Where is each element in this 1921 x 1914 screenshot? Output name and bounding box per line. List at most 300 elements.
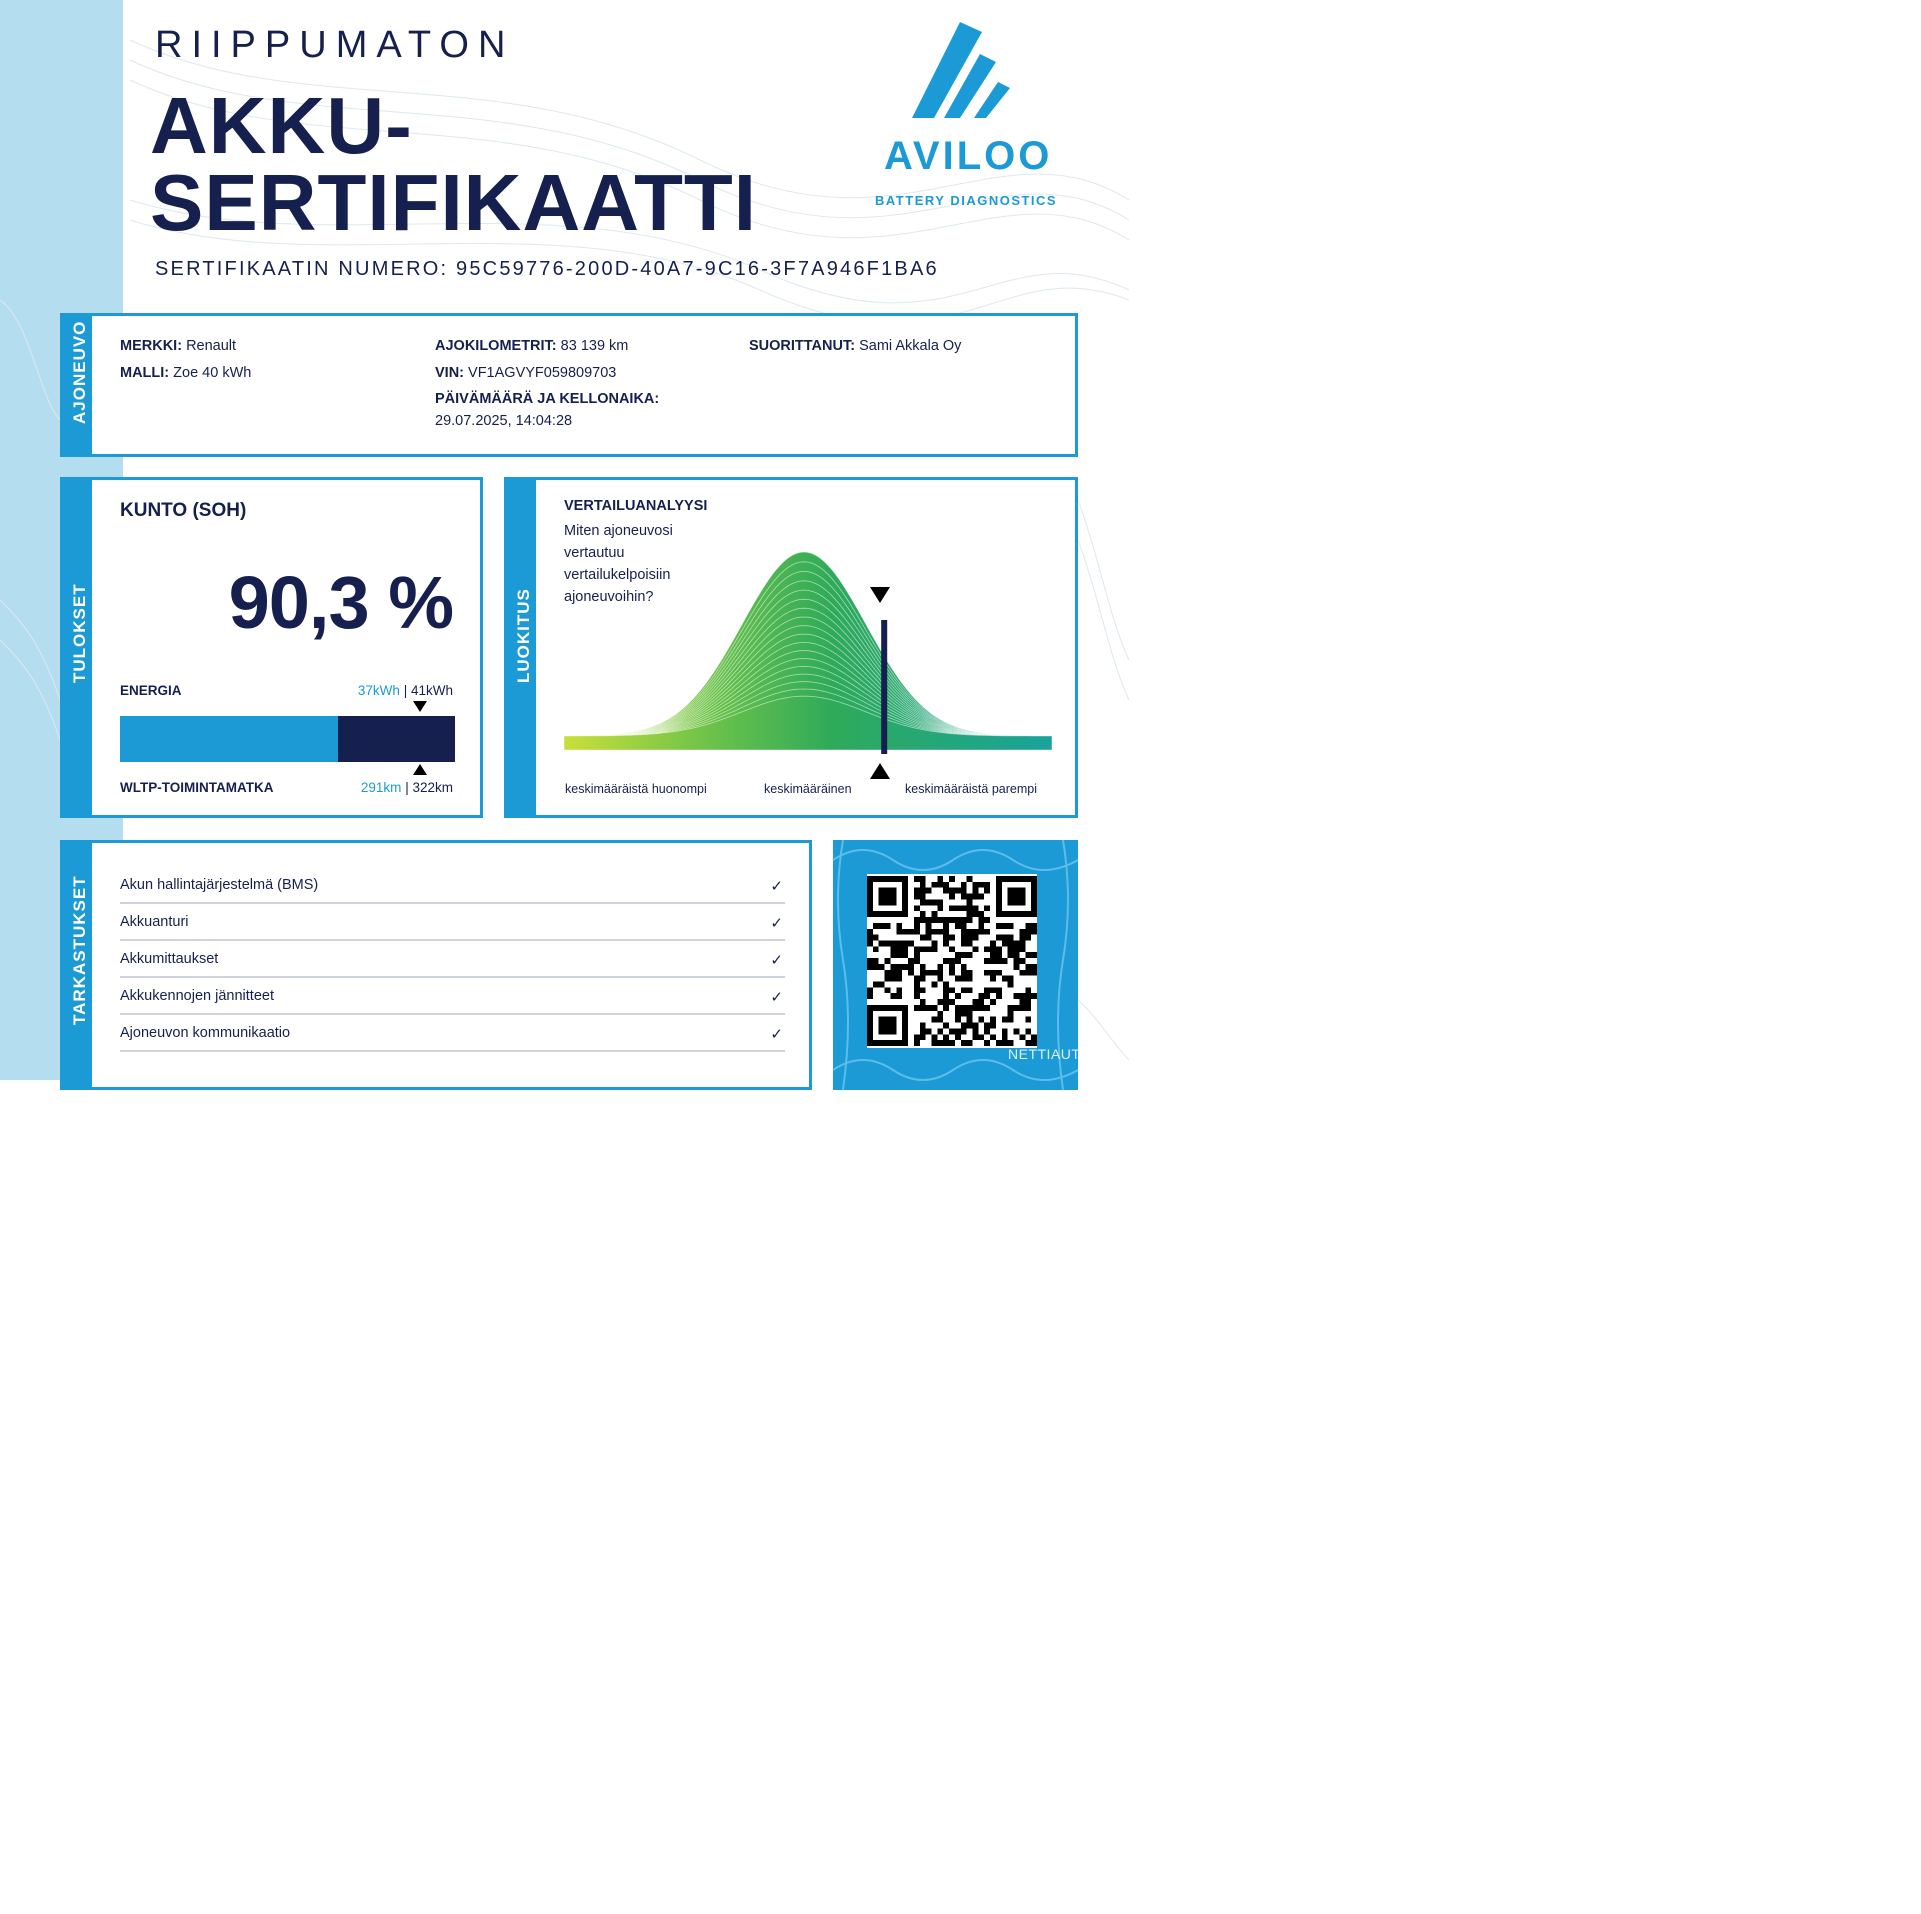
qr-module	[955, 1011, 961, 1017]
qr-module	[1031, 970, 1037, 976]
qr-module	[967, 970, 973, 976]
comparison-marker-top-icon	[870, 587, 890, 603]
qr-module	[873, 958, 879, 964]
qr-module	[867, 940, 873, 946]
qr-module	[984, 970, 990, 976]
qr-module	[961, 1040, 967, 1046]
comparison-bell-curve	[564, 560, 1052, 760]
qr-module	[984, 888, 990, 894]
qr-module	[867, 929, 873, 935]
vin-value: VF1AGVYF059809703	[468, 365, 617, 381]
qr-module	[920, 888, 926, 894]
qr-module	[920, 946, 926, 952]
qr-module	[961, 923, 967, 929]
qr-module	[890, 993, 896, 999]
qr-module	[990, 1034, 996, 1040]
soh-marker-top-icon	[413, 701, 427, 712]
qr-module	[885, 976, 891, 982]
qr-finder-module	[879, 888, 897, 906]
qr-module	[920, 917, 926, 923]
qr-module	[967, 1011, 973, 1017]
qr-module	[1019, 993, 1025, 999]
qr-module	[949, 987, 955, 993]
results-section-tab	[63, 480, 92, 815]
qr-module	[896, 923, 902, 929]
qr-module	[926, 946, 932, 952]
qr-module	[931, 1034, 937, 1040]
qr-module	[1025, 952, 1031, 958]
qr-module	[984, 1023, 990, 1029]
qr-module	[955, 888, 961, 894]
qr-module	[961, 1005, 967, 1011]
qr-module	[973, 999, 979, 1005]
qr-module	[973, 1023, 979, 1029]
qr-module	[914, 946, 920, 952]
checkmark-icon: ✓	[770, 878, 783, 895]
qr-module	[961, 935, 967, 941]
qr-module	[967, 929, 973, 935]
qr-module	[896, 929, 902, 935]
qr-module	[949, 888, 955, 894]
qr-module	[943, 987, 949, 993]
qr-module	[984, 905, 990, 911]
qr-module	[967, 917, 973, 923]
qr-module	[955, 923, 961, 929]
qr-module	[914, 1040, 920, 1046]
checks-section-label: TARKASTUKSET	[70, 875, 89, 1025]
make-value: Renault	[186, 338, 237, 354]
qr-module	[885, 940, 891, 946]
qr-module	[949, 905, 955, 911]
qr-module	[949, 999, 955, 1005]
qr-module	[920, 876, 926, 882]
qr-module	[990, 976, 996, 982]
qr-code[interactable]	[867, 874, 1037, 1048]
qr-module	[955, 976, 961, 982]
qr-module	[984, 882, 990, 888]
qr-module	[1025, 993, 1031, 999]
qr-module	[902, 952, 908, 958]
comparison-marker-bottom-icon	[870, 763, 890, 779]
qr-module	[967, 952, 973, 958]
qr-module	[926, 935, 932, 941]
qr-module	[943, 999, 949, 1005]
qr-module	[1019, 935, 1025, 941]
performed-by-label: SUORITTANUT:	[749, 338, 856, 354]
qr-module	[1019, 970, 1025, 976]
qr-module	[931, 917, 937, 923]
qr-module	[902, 964, 908, 970]
qr-module	[949, 946, 955, 952]
soh-value: 90,3 %	[228, 561, 453, 644]
qr-module	[908, 970, 914, 976]
check-item	[120, 978, 785, 1015]
qr-module	[978, 894, 984, 900]
qr-module	[955, 905, 961, 911]
qr-module	[943, 1023, 949, 1029]
qr-module	[990, 952, 996, 958]
qr-module	[1031, 923, 1037, 929]
qr-module	[961, 952, 967, 958]
soh-bar	[120, 716, 455, 762]
qr-module	[896, 987, 902, 993]
check-label: Akun hallintajärjestelmä (BMS)	[120, 877, 319, 893]
qr-module	[885, 958, 891, 964]
qr-module	[955, 1017, 961, 1023]
qr-module	[1025, 923, 1031, 929]
comparison-question: Miten ajoneuvosi vertautuu vertailukelpoisiin ajoneuvoihin?	[564, 523, 673, 605]
qr-module	[955, 1028, 961, 1034]
qr-module	[973, 1005, 979, 1011]
qr-module	[973, 888, 979, 894]
qr-module	[961, 917, 967, 923]
qr-module	[973, 905, 979, 911]
qr-module	[937, 882, 943, 888]
qr-module	[1002, 1040, 1008, 1046]
qr-module	[943, 929, 949, 935]
qr-module	[990, 940, 996, 946]
qr-module	[955, 1034, 961, 1040]
qr-module	[984, 958, 990, 964]
qr-module	[973, 929, 979, 935]
qr-module	[879, 940, 885, 946]
ranking-section-label: LUOKITUS	[514, 588, 533, 683]
soh-title: KUNTO (SOH)	[120, 500, 247, 521]
qr-module	[1019, 946, 1025, 952]
qr-module	[908, 940, 914, 946]
qr-module	[978, 911, 984, 917]
qr-module	[990, 999, 996, 1005]
checkmark-icon: ✓	[770, 952, 783, 969]
datetime-label: PÄIVÄMÄÄRÄ JA KELLONAIKA:	[435, 391, 660, 407]
qr-module	[1008, 976, 1014, 982]
qr-module	[931, 1017, 937, 1023]
qr-module	[914, 1034, 920, 1040]
qr-module	[873, 923, 879, 929]
qr-module	[1031, 952, 1037, 958]
qr-module	[914, 958, 920, 964]
qr-module	[914, 929, 920, 935]
check-label: Akkumittaukset	[120, 951, 219, 967]
qr-module	[890, 976, 896, 982]
qr-module	[1019, 1034, 1025, 1040]
qr-module	[961, 894, 967, 900]
qr-module	[908, 929, 914, 935]
qr-module	[967, 894, 973, 900]
qr-module	[1019, 940, 1025, 946]
check-item	[120, 941, 785, 978]
nettiauto-watermark: NETTIAUTO	[1008, 1046, 1092, 1062]
qr-module	[920, 935, 926, 941]
qr-module	[1025, 1005, 1031, 1011]
qr-module	[984, 1005, 990, 1011]
qr-module	[1025, 935, 1031, 941]
make-label: MERKKI:	[120, 338, 183, 354]
qr-module	[943, 1040, 949, 1046]
vehicle-section-tab	[63, 316, 92, 454]
qr-module	[914, 894, 920, 900]
range-values	[361, 780, 453, 795]
qr-module	[931, 982, 937, 988]
qr-module	[973, 946, 979, 952]
qr-module	[879, 964, 885, 970]
vehicle-make	[120, 336, 236, 358]
qr-module	[914, 982, 920, 988]
qr-module	[1008, 982, 1014, 988]
qr-module	[973, 911, 979, 917]
model-value: Zoe 40 kWh	[173, 365, 252, 381]
energy-nominal: 41kWh	[410, 683, 453, 698]
qr-module	[978, 993, 984, 999]
qr-module	[937, 876, 943, 882]
qr-module	[1014, 964, 1020, 970]
qr-module	[955, 1005, 961, 1011]
qr-module	[961, 1028, 967, 1034]
energy-current: 37kWh	[357, 683, 400, 698]
qr-module	[1014, 940, 1020, 946]
qr-module	[920, 964, 926, 970]
qr-module	[926, 1005, 932, 1011]
range-label: WLTP-TOIMINTAMATKA	[120, 780, 274, 795]
qr-module	[990, 1023, 996, 1029]
qr-module	[943, 958, 949, 964]
qr-module	[937, 929, 943, 935]
qr-module	[937, 999, 943, 1005]
qr-module	[902, 940, 908, 946]
qr-module	[967, 976, 973, 982]
qr-module	[873, 964, 879, 970]
comparison-title: VERTAILUANALYYSI	[564, 498, 708, 514]
ranking-section-tab	[507, 480, 536, 815]
qr-module	[920, 987, 926, 993]
qr-module	[961, 964, 967, 970]
qr-module	[961, 929, 967, 935]
certificate-number: 95C59776-200D-40A7-9C16-3F7A946F1BA6	[456, 258, 939, 280]
qr-module	[873, 935, 879, 941]
qr-module	[996, 970, 1002, 976]
comparison-marker-line	[881, 620, 887, 754]
qr-module	[1014, 958, 1020, 964]
qr-module	[973, 935, 979, 941]
qr-module	[961, 976, 967, 982]
qr-module	[920, 1034, 926, 1040]
qr-module	[978, 923, 984, 929]
qr-module	[1002, 1017, 1008, 1023]
qr-module	[978, 1017, 984, 1023]
qr-module	[1002, 958, 1008, 964]
qr-module	[943, 917, 949, 923]
qr-module	[1014, 1005, 1020, 1011]
qr-module	[967, 911, 973, 917]
qr-module	[996, 952, 1002, 958]
qr-module	[937, 976, 943, 982]
qr-module	[1002, 935, 1008, 941]
aviloo-logo-icon	[872, 20, 1067, 215]
qr-module	[914, 987, 920, 993]
qr-module	[996, 935, 1002, 941]
qr-module	[984, 917, 990, 923]
qr-module	[885, 970, 891, 976]
qr-module	[967, 905, 973, 911]
qr-module	[996, 1040, 1002, 1046]
qr-module	[1002, 1028, 1008, 1034]
qr-module	[914, 905, 920, 911]
range-current: 291km	[360, 780, 402, 795]
qr-module	[978, 917, 984, 923]
qr-module	[920, 911, 926, 917]
qr-module	[961, 987, 967, 993]
checks-list	[120, 867, 785, 1052]
qr-module	[931, 970, 937, 976]
qr-module	[896, 993, 902, 999]
qr-module	[996, 923, 1002, 929]
qr-module	[896, 964, 902, 970]
model-label: MALLI:	[120, 365, 170, 381]
qr-module	[1025, 999, 1031, 1005]
qr-module	[961, 888, 967, 894]
qr-module	[914, 1005, 920, 1011]
qr-module	[937, 917, 943, 923]
qr-module	[1014, 946, 1020, 952]
qr-module	[937, 1017, 943, 1023]
qr-module	[955, 993, 961, 999]
qr-module	[949, 1040, 955, 1046]
qr-module	[1025, 987, 1031, 993]
qr-module	[984, 1028, 990, 1034]
qr-module	[949, 1028, 955, 1034]
qr-module	[949, 894, 955, 900]
qr-module	[896, 970, 902, 976]
qr-module	[955, 958, 961, 964]
qr-module	[984, 987, 990, 993]
qr-module	[926, 1028, 932, 1034]
energy-label: ENERGIA	[120, 683, 182, 698]
brand-tagline: BATTERY DIAGNOSTICS	[875, 193, 1058, 208]
qr-finder-module	[879, 1017, 897, 1035]
check-item	[120, 1015, 785, 1052]
qr-module	[978, 882, 984, 888]
qr-module	[914, 952, 920, 958]
qr-module	[867, 993, 873, 999]
qr-module	[914, 976, 920, 982]
qr-module	[943, 982, 949, 988]
results-panel	[60, 477, 483, 818]
bell-curve-layer	[564, 696, 1052, 750]
qr-module	[961, 905, 967, 911]
qr-module	[943, 923, 949, 929]
label-below-average: keskimääräistä huonompi	[565, 782, 707, 796]
qr-panel[interactable]	[833, 840, 1920, 1913]
qr-module	[1031, 993, 1037, 999]
qr-module	[990, 1017, 996, 1023]
vehicle-datetime	[435, 389, 659, 433]
qr-module	[1019, 958, 1025, 964]
qr-module	[926, 929, 932, 935]
qr-module	[967, 1017, 973, 1023]
qr-module	[920, 882, 926, 888]
qr-module	[949, 970, 955, 976]
certificate-number-label: SERTIFIKAATIN NUMERO:	[155, 258, 449, 280]
energy-values	[358, 683, 453, 698]
qr-module	[978, 1034, 984, 1040]
qr-module	[908, 964, 914, 970]
qr-module	[914, 923, 920, 929]
qr-module	[949, 964, 955, 970]
qr-module	[867, 935, 873, 941]
qr-module	[1008, 1005, 1014, 1011]
check-item	[120, 904, 785, 941]
qr-module	[984, 929, 990, 935]
qr-module	[943, 935, 949, 941]
qr-module	[984, 993, 990, 999]
qr-module	[955, 952, 961, 958]
qr-module	[937, 1011, 943, 1017]
qr-module	[920, 1005, 926, 1011]
qr-module	[1002, 940, 1008, 946]
qr-module	[949, 917, 955, 923]
qr-module	[937, 1028, 943, 1034]
qr-module	[926, 923, 932, 929]
qr-module	[937, 964, 943, 970]
soh-bar-loss	[338, 716, 455, 762]
qr-module	[920, 970, 926, 976]
qr-module	[1031, 964, 1037, 970]
qr-module	[1008, 1017, 1014, 1023]
qr-module	[914, 917, 920, 923]
qr-module	[1025, 929, 1031, 935]
qr-module	[990, 970, 996, 976]
qr-module	[931, 899, 937, 905]
qr-module	[867, 964, 873, 970]
qr-module	[943, 888, 949, 894]
checkmark-icon: ✓	[770, 1026, 783, 1043]
qr-module	[873, 982, 879, 988]
results-section-label: TULOKSET	[70, 583, 89, 683]
vehicle-mileage	[435, 336, 628, 358]
qr-module	[920, 1023, 926, 1029]
qr-module	[1025, 964, 1031, 970]
vehicle-panel	[60, 313, 1078, 457]
qr-module	[943, 1034, 949, 1040]
qr-module	[937, 970, 943, 976]
qr-module	[914, 993, 920, 999]
check-label: Akkukennojen jännitteet	[120, 988, 274, 1004]
range-nominal: 322km	[412, 780, 453, 795]
qr-module	[890, 952, 896, 958]
check-item	[120, 867, 785, 904]
qr-module	[931, 882, 937, 888]
qr-module	[879, 923, 885, 929]
qr-module	[967, 935, 973, 941]
qr-module	[879, 982, 885, 988]
scan-for-text: SCAN FOR	[943, 1896, 1051, 1913]
datetime-value: 29.07.2025, 14:04:28	[435, 412, 573, 429]
qr-module	[937, 899, 943, 905]
qr-module	[896, 952, 902, 958]
qr-module	[1019, 929, 1025, 935]
range-separator: |	[405, 780, 409, 795]
label-average: keskimääräinen	[764, 782, 852, 796]
qr-module	[873, 946, 879, 952]
qr-module	[1014, 952, 1020, 958]
qr-module	[908, 958, 914, 964]
qr-module	[990, 946, 996, 952]
qr-module	[931, 1040, 937, 1046]
qr-module	[867, 987, 873, 993]
qr-module	[920, 1028, 926, 1034]
label-above-average: keskimääräistä parempi	[905, 782, 1037, 796]
qr-module	[885, 923, 891, 929]
